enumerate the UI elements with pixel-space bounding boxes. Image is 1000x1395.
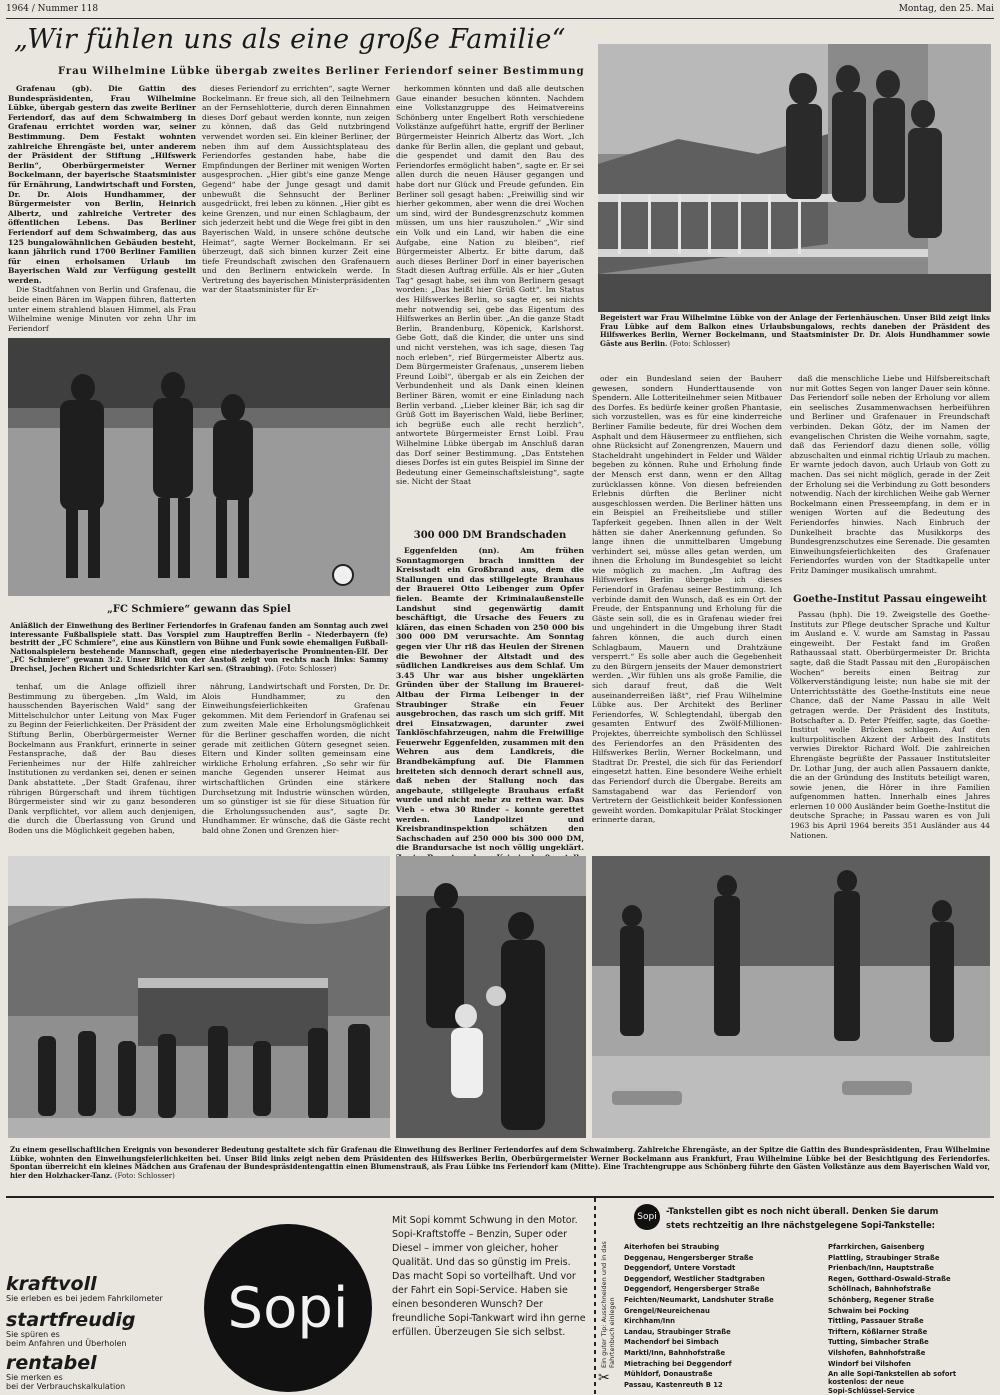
ad-sub-kraftvoll: Sie erleben es bei jedem Fahrkilometer	[6, 1294, 163, 1303]
photo-folk-dance-image	[592, 856, 990, 1138]
masthead-date: Montag, den 25. Mai	[898, 4, 994, 14]
article-paragraph: nährung, Landwirtschaft und Forsten, Dr. Dr. Alois Hundhammer, zu den Einweihungsfeierlichkeiten Grafenau gekommen. Mit dem Feriendorf in Grafenau sei zum zweiten Male eine Erholungsmöglichkeit für die Berliner geschaffen worden, die nicht gerade mit zeitlichen Gütern gesegnet seien. Eltern und Kinder sollten gemeinsam eine wirkliche Erholung erfahren. „So sehr wir für manche Gegenden unserer Heimat aus wirtschaftlichen Gründen eine stärkere Durchsetzung mit Industrie wünschen würden, um so günstiger ist sie für diese Situation für die Erholungssuchenden aus“, sagte Dr. Hundhammer. Er wünsche, daß die Gäste recht bald ohne Zonen und Grenzen hier-	[202, 682, 390, 835]
sopi-key-service	[828, 1370, 996, 1395]
goethe-headline: Goethe-Institut Passau eingeweiht	[793, 594, 987, 605]
article-paragraph: Eggenfelden (nn). Am frühen Sonntagmorgen brach inmitten der Kreisstadt ein Großbrand aus, dem die Stallungen und das stillgelegte Brauhaus der Brauerei Otto Leibenger zum Opfer fielen. Beamte der Kriminalaußenstelle Landshut sind gegenwärtig damit beschäftigt, die Ursache des Feuers zu klären, das einen Schaden von 250 000 bis 300 000 DM verursachte. Am Sonntag gegen vier Uhr riß das Heulen der Sirenen die Bewohner der Altstadt und des südlichen Landkreises aus dem Schlaf. Um 3.45 Uhr war aus bisher ungeklärten Gründen über der Stallung im Brauerei-Altbau der Firma Leibenger in der Straubinger Straße ein Feuer ausgebrochen, das rasch um sich griff. Mit drei Einsatzwagen, darunter zwei Tanklöschfahrzeugen, nahm die Freiwillige Feuerwehr Eggenfelden, zusammen mit den Wehren aus dem Landkreis, die Brandbekämpfung auf. Die Flammen breiteten sich dennoch derart schnell aus, daß neben der Stallung noch das angebaute, stillgelegte Brauhaus erfaßt wurde und nicht mehr zu retten war. Das Vieh – etwa 30 Rinder – konnte gerettet werden. Landpolizei und Kreisbrandinspektion schätzen den Sachschaden auf 250 000 bis 300 000 DM, die Brandursache ist noch völlig ungeklärt.	[396, 546, 584, 853]
station-item: Tutting, Simbacher Straße	[828, 1338, 929, 1347]
article-column-4	[592, 374, 782, 848]
station-item: Schwaim bei Pocking	[828, 1306, 909, 1315]
caption-text: Zu einem gesellschaftlichen Ereignis von besonderer Bedeutung gestaltete sich für Grafenau die Einweihung des Berliner Feriendorfes auf dem Schwaimberg. Zahlreiche Ehrengäste, an der Spitze die Gattin des Bundespräsidenten, Frau Wilhelmine Lübke, wohnten den Einweihungsfeierlichkeiten bei. Unser Bild links zeigt neben dem Präsidenten des Hilfswerkes Berlin, Oberbürgermeister Werner Bockelmann aus Frankfurt, Frau Wilhelmine Lübke bei der Besichtigung des Feriendorfes. Spontan überreicht ein kleines Mädchen aus Grafenau der Bundespräsidentengattin einen Blumenstrauß, als Frau Lübke ins Feriendorf kam (Mitte). Eine Trachtengruppe aus Schönberg führte den Gästen Volkstänze aus dem Bayerischen Wald vor, hier den Holzhacker-Tanz.	[10, 1145, 990, 1180]
station-item: Aiterhofen bei Straubing	[624, 1243, 720, 1251]
photo-guests-image	[8, 856, 390, 1138]
article-paragraph: Die Stadtfahnen von Berlin und Grafenau, die beide einen Bären im Wappen führen, flatterten unter einem strahlend blauen Himmel, als Frau Wilhelmine wenige Minuten vor zehn Uhr im Feriendorf	[8, 285, 196, 333]
article-paragraph: oder ein Bundesland seien der Bauherr gewesen, sondern Hunderttausende von Spendern. Alle Lotteriteilnehmer seien Mitbauer des Dorfes. Es bedürfe keiner großen Phantasie, sich vorzustellen, was es für eine kinderreiche Berliner Familie bedeute, für drei Wochen dem Asphalt und dem Häusermeer zu entfliehen, sich ohne Rücksicht auf Zonengrenzen, Mauern und Stacheldraht ungehindert in Felder und Wälder begeben zu können. Ruhe und Erholung finde der Mensch erst dann, wenn er den Alltag zurücklassen könne. Von diesen befreienden Erlebnis dürften die Berliner nicht ausgeschlossen werden. Die Berliner hätten uns ein Beispiel an Freiheitsliebe und stiller Tapferkeit gegeben. Ihnen allen in der Welt hätten sie daher Anerkennung gefunden. So lange ihnen die unmittelbaren Umgebung verhindert sei, müsse alles getan werden, um ihnen die Erholung im Bundesgebiet so leicht wie möglich zu machen. „Im Auftrag des Hilfswerkes Berlin übergebe ich dieses Feriendorf in Grafenau seiner Bestimmung. Ich verbinde damit den Wunsch, daß es ein Ort der Freude, der Entspannung und Erholung für die Gäste sein soll, die es in Grafenau wieder frei und ungehindert in die Umgebung ihrer Stadt fahren können, die auch durch einen Schlagbaum, Mauern und Drahtzäune versperrt.“ Es solle aber auch die Gegebenheit zu den Bürgern jenseits der Mauer demonstriert werden. „Wir fühlen uns als große Familie, die sich darauf freut, daß die Welt auseinanderreißen läßt“, rief Frau Wilhelmine Lübke aus. Der Architekt des Berliner Feriendorfes, W. Schlegtendahl, übergab den gesamten Entwurf des Zwölf-Millionen-Projektes, überreichte symbolisch den Schlüssel des Feriendorfes an den Präsidenten des Hilfswerkes Berlin, Werner Bockelmann, und Stadtrat Dr. Prestel, die sich für das Feriendorf eingesetzt hatten. Eine besondere Weihe erhielt das Feriendorf durch die Übergabe. Bereits am Samstagabend war das Feriendorf von Vertretern der Geistlichkeit beider Konfessionen geweiht worden. Domkapitular Prälat Stockinger erinnerte daran,	[592, 374, 782, 825]
station-item: Prienbach/Inn, Hauptstraße	[828, 1264, 935, 1273]
article-lead: Grafenau (gb). Die Gattin des Bundespräsidenten, Frau Wilhelmine Lübke, übergab gestern das zweite Berliner Feriendorf, das auf dem Schwaimberg in Grafenau errichtet worden war, seiner Bestimmung. Dem Festakt wohnten zahlreiche Ehrengäste bei, unter anderem der Präsident der Stiftung „Hilfswerk Berlin“, Oberbürgermeister Werner Bockelmann, der bayerische Staatsminister für Ernährung, Landwirtschaft und Forsten, Dr. Dr. Alois Hundhammer, der Bürgermeister von Berlin, Heinrich Albertz, und zahlreiche Vertreter des öffentlichen Lebens. Das Berliner Feriendorf auf dem Schwaimberg, das aus 125 bungalowähnlichen Gebäuden besteht, kann jährlich rund 1700 Berliner Familien für einen erholsamen Urlaub im Bayerischen Wald zur Verfügung gestellt werden.	[8, 84, 196, 285]
article-column-5	[790, 374, 990, 586]
ad-slogans	[6, 1274, 196, 1392]
station-item: Passau, Kastenreuth B 12	[624, 1380, 723, 1389]
photo-soccer	[8, 338, 390, 596]
station-item: Deggendorf, Untere Vorstadt	[624, 1264, 736, 1273]
key-service-line-3: Sopi-Schlüssel-Service	[828, 1386, 915, 1395]
photo-credit: (Foto: Schlosser)	[669, 339, 731, 348]
stations-header-2: stets rechtzeitig an Ihre nächstgelegene Sopi-Tankstelle:	[666, 1220, 935, 1230]
station-item: Schönberg, Regener Straße	[828, 1295, 934, 1304]
ad-sub-startfreudig-1: Sie spüren es	[6, 1329, 60, 1339]
photo-folk-dance	[592, 856, 990, 1138]
article-paragraph: daß die menschliche Liebe und Hilfsbereitschaft nur mit Gottes Segen von langer Dauer sein könne. Das Feriendorf solle neben der Erholung vor allem ein seelisches Zusammenwachsen herbeiführen und Berliner und Grafenauer in Freundschaft verbinden. Dekan Götz, der im Namen der evangelischen Christen die Weihe vornahm, sagte, daß das Feriendorf dazu dienen solle, völlig abzuschalten und einmal richtig Urlaub zu machen. Er warnte jedoch davon, auch Urlaub von Gott zu machen. Das sei nicht möglich, gerade in der Zeit der Erholung sei die Verbindung zu Gott besonders notwendig. Nach der kirchlichen Weihe gab Werner Bockelmann einen Presseempfang, in dem er in wenigen Worten auf die Bedeutung des Feriendorfes hinwies. Nach Einbruch der Dunkelheit brachte das Musikkorps des Bundesgrenzschutzes eine Serenade. Die gesamten Einweihungsfeierlichkeiten des Grafenauer Feriendorfes wurden von der Stadtkapelle unter Fritz Daminger musikalisch umrahmt.	[790, 374, 991, 575]
photo-credit: (Foto: Schlosser)	[114, 1171, 175, 1180]
station-item: Regen, Gotthard-Oswald-Straße	[828, 1274, 951, 1283]
station-item: Grengel/Neureichenau	[624, 1306, 710, 1315]
stations-list-right	[828, 1242, 996, 1369]
station-item: Triftern, Kößlarner Straße	[828, 1327, 928, 1336]
photo-balcony-caption	[600, 314, 990, 370]
article-column-3	[396, 84, 584, 528]
goethe-article	[790, 610, 990, 848]
soccer-headline: „FC Schmiere“ gewann das Spiel	[107, 604, 291, 615]
bottom-photos-caption	[10, 1146, 990, 1190]
photo-flower-girl	[396, 856, 586, 1138]
ad-word-kraftvoll: kraftvoll	[6, 1273, 97, 1295]
photo-soccer-image	[8, 338, 390, 596]
article-column-2-continued	[202, 682, 390, 848]
station-item: Deggendorf, Hengersberger Straße	[624, 1285, 760, 1294]
station-item: Plattling, Straubinger Straße	[828, 1253, 940, 1262]
station-item: Tittling, Passauer Straße	[828, 1317, 924, 1326]
fire-article	[396, 546, 584, 853]
station-item: Mietraching bei Deggendorf	[624, 1359, 732, 1368]
masthead	[6, 4, 994, 19]
fire-headline: 300 000 DM Brandschaden	[413, 530, 567, 541]
station-item: Schöllnach, Bahnhofstraße	[828, 1285, 931, 1294]
article-column-1-continued	[8, 682, 196, 848]
scissors-icon: ✂	[598, 1370, 610, 1386]
station-item: Marktl/Inn, Bahnhofstraße	[624, 1348, 726, 1357]
ad-sub-rentabel-1: Sie merken es	[6, 1372, 63, 1382]
key-service-line-1: An alle Sopi-Tankstellen ab sofort	[828, 1370, 957, 1378]
ad-sub-startfreudig-2: beim Anfahren und Überholen	[6, 1339, 127, 1348]
article-column-2	[202, 84, 390, 338]
article-paragraph: dieses Feriendorf zu errichten“, sagte Werner Bockelmann. Er freue sich, all den Teilnehmern an der Fernsehlotterie, durch deren Einnahmen dieses Dorf gebaut werden konnte, nun zeigen zu können, daß das Geld nutzbringend verwendet worden sei. Ein kleiner Berliner, der neben ihm auf dem Aussichtsplateau des Feriendorfes gestanden habe, habe die Empfindungen der Berliner mit wenigen Worten ausgesprochen. „Hier gibt's eine ganze Menge Gegend“ habe der Junge gesagt und damit unbewußt die Sehnsucht der Berliner ausgedrückt, frei leben zu können. „Hier gibt es keine Grenzen, und nur einen Schlagbaum, der sich jederzeit hebt und die Wege frei gibt in den Bayerischen Wald, in unsere schöne deutsche Heimat“, sagte Werner Bockelmann. Er sei überzeugt, daß sich binnen kurzer Zeit eine tiefe Freundschaft zwischen den Grafenauern und den Berlinern entwickeln werde. In Vertretung des bayerischen Ministerpräsidenten war der Staatsminister für Er-	[202, 84, 390, 295]
station-item: Machendorf bei Simbach	[624, 1338, 719, 1347]
ad-body-text: Mit Sopi kommt Schwung in den Motor. Sopi-Kraftstoffe – Benzin, Super oder Diesel – immer von gleicher, hoher Qualität. Und das so günstig im Preis. Das macht Sopi so vorteilhaft. Und vor der Fahrt ein Sopi-Service. Haben sie einen besonderen Wunsch? Der freundliche Sopi-Tankwart wird ihn gerne erfüllen. Überzeugen Sie sich selbst.	[392, 1215, 586, 1338]
caption-text: Anläßlich der Einweihung des Berliner Feriendorfes in Grafenau fanden am Sonntag auch zwei interessante Fußballspiele statt. Das Vorspiel zum Hauptreffen Berlin – Niederbayern (fe) bestritt der „FC Schmiere“, eine aus Künstlern von Bühne und Funk sowie ehemaligen Fußball-Nationalspielern bestehende Mannschaft, gegen eine niederbayerische Prominenten-Elf. Der „FC Schmiere“ gewann 3:2. Unser Bild von der Anstoß zeigt von rechts nach links: Sammy Drechsel, Jochen Richert und Schiedsrichter Karl sen. (Straubing).	[10, 621, 388, 673]
photo-balcony	[598, 44, 991, 312]
station-item: Pfarrkirchen, Gaisenberg	[828, 1243, 925, 1251]
station-item: Deggenau, Hengersberger Straße	[624, 1253, 754, 1262]
sopi-small-logo-text: Sopi	[637, 1212, 657, 1222]
ad-word-startfreudig: startfreudig	[6, 1308, 136, 1331]
caption-text: Begeistert war Frau Wilhelmine Lübke von der Anlage der Ferienhäuschen. Unser Bild zeigt links Frau Lübke auf dem Balkon eines Urlaubsbungalows, rechts daneben der Präsident des Hilfswerkes Berlin, Werner Bockelmann, und Staatsminister Dr. Dr. Alois Hundhammer sowie Gäste aus Berlin.	[600, 313, 990, 348]
photo-credit: (Foto: Schlosser)	[276, 664, 337, 673]
cut-line	[594, 1198, 596, 1394]
sopi-small-logo	[634, 1204, 660, 1230]
station-item: Kirchham/Inn	[624, 1317, 676, 1326]
stations-header-1: -Tankstellen gibt es noch nicht überall. Denken Sie darum	[666, 1206, 939, 1216]
sopi-advertisement	[6, 1196, 994, 1394]
stations-list-left	[624, 1242, 814, 1390]
photo-guests-walking	[8, 856, 390, 1138]
ad-word-rentabel: rentabel	[6, 1351, 97, 1374]
station-item: Landau, Straubinger Straße	[624, 1327, 731, 1336]
ad-sub-rentabel-2: bei der Verbrauchskalkulation	[6, 1382, 126, 1391]
article-column-1	[8, 84, 196, 338]
station-item: Windorf bei Vilshofen	[828, 1359, 911, 1368]
key-service-line-2: kostenlos: der neue	[828, 1378, 904, 1387]
sopi-logo-text: Sopi	[227, 1275, 349, 1341]
cutout-tip: Ein guter Tip: Ausschneiden und in das Fahrtenbuch einlegen	[600, 1241, 616, 1368]
soccer-caption	[10, 622, 388, 676]
article-paragraph: tenhaf, um die Anlage offiziell ihrer Bestimmung zu übergeben. „Im Wald, im hausschenden Bayerischen Wald“ sang der Mittelschulchor unter Leitung von Max Fuger zu Beginn der Feierlichkeiten. Der Präsident der Stiftung Berlin, Oberbürgermeister Werner Bockelmann aus Frankfurt, erinnerte in seiner Festansprache, daß der Bau dieses Ferienheimes nur der Hilfe zahlreicher Institutionen zu verdanken sei, denen er seinen Dank abstattete. „Der Stadt Grafenau, ihrer rührigen Bürgerschaft und ihrem tüchtigen Bürgermeister sind wir zu ganz besonderen Dank verpflichtet, vor allem auch denjenigen, die durch die Überlassung von Grund und Boden uns die Möglichkeit gegeben haben,	[8, 682, 196, 835]
station-item: Vilshofen, Bahnhofstraße	[828, 1348, 926, 1357]
headline: „Wir fühlen uns als eine große Familie“	[14, 24, 566, 55]
station-item: Deggendorf, Westlicher Stadtgraben	[624, 1274, 765, 1283]
photo-flower-girl-image	[396, 856, 586, 1138]
photo-balcony-image	[598, 44, 991, 312]
subhead: Frau Wilhelmine Lübke übergab zweites Berliner Feriendorf seiner Bestimmung	[58, 66, 585, 77]
article-paragraph: Passau (hph). Die 19. Zweigstelle des Goethe-Instituts zur Pflege deutscher Sprache und Kultur im Ausland e. V. wurde am Samstag in Passau eingeweiht. Der Festakt fand im Großen Rathaussaal statt. Oberbürgermeister Dr. Brichta sagte, daß die Stadt Passau mit den „Europäischen Wochen“ bereits einen Beitrag zur Völkerverständigung leiste; nun habe sie mit der Unterrichtsstätte des Goethe-Instituts eine neue Chance, daß der Name Passau in alle Welt getragen werde. Der Präsident des Instituts, Botschafter a. D. Peter Pfeiffer, sagte, das Goethe-Institut wolle Brücken schlagen. Auf den kulturpolitischen Akzent der Arbeit des Instituts verwies Direktor Richard Wolf. Die zahlreichen Ehrengäste begrüßte der Passauer Institutsleiter Dr. Lothar Jung, der auch allen Passauern dankte, die an der Gründung des Instituts beteiligt waren, sowie jenen, die Hörer in ihre Familien aufgenommen hatten. Innerhalb eines Jahres erlernen 10 000 Ausländer beim Goethe-Institut die deutsche Sprache; in Passau waren es von Juli 1963 bis April 1964 bereits 351 Ausländer aus 44 Nationen.	[790, 610, 990, 840]
article-paragraph: herkommen könnten und daß alle deutschen Gaue einander besuchen könnten. Nachdem eine Volkstanzgruppe des Heimatvereins Schönberg unter Engelbert Roth verschiedene Volkstänze aufgeführt hatte, ergriff der Berliner Bürgermeister Heinrich Albertz das Wort. „Ich danke für Berlin allen, die geplant und gebaut, die gespendet und damit den Bau des Feriendorfes ermöglicht haben“, sagte er. Er sei allen durch die neuen Häuser gegangen und habe dort nur Glück und Freude gefunden. Ein Berliner soll gesagt haben: „Freiwillig sind wir hierher gekommen, aber wenn die drei Wochen um sind, wird der Bundesgrenzschutz kommen müssen, um uns hier rauszuholen.“ „Wir sind ein Volk und ein Land, wir haben die eine Aufgabe, eine Nation zu bleiben“, rief Bürgermeister Albertz. Er bitte darum, daß auch dieses Berliner Dorf in einer bayerischen Stadt diesen Auftrag erfülle. Als er hier „Guten Tag“ gesagt habe, sei ihm von Berlinern gesagt worden: „Das heißt hier Grüß Gott“. Im Status des Hilfswerkes Berlin, so sagte er, sei nichts mehr notwendig sei, gebe das Eigentum des Hilfswerkes an Berlin über. „An die ganze Stadt Berlin, Brandenburg, Köpenick, Karlshorst. Gebe Gott, daß die Kinder, die unter uns sind und nicht verstehen, was ich sage, diesen Tag noch erleben“, rief Bürgermeister Albertz aus. Dem Bürgermeister Grafenaus, „unserem lieben Freund Loibl“, übergab er als ein Zeichen der Verbundenheit und als Dank einen kleinen Berliner Bären, womit er eine Einladung nach Berlin verband. „Lieber kleiner Bär, ich sag dir Grüß Gott im Bayerischen Wald, liebe Berliner, ich begrüße euch alle recht herzlich“, antwortete Bürgermeister Ernst Loibl. Frau Wilhelmine Lübke übergab im Anschluß daran das Dorf seiner Bestimmung. „Das Entstehen dieses Dorfes ist ein gutes Beispiel im Sinne der Bedeutung einer Gemeinschaftsleistung“, sagte sie. Nicht der Staat	[396, 84, 584, 487]
station-item: Mühldorf, Donaustraße	[624, 1370, 713, 1379]
sopi-logo	[204, 1224, 372, 1392]
masthead-issue: 1964 / Nummer 118	[6, 4, 99, 14]
station-item: Feichten/Neumarkt, Landshuter Straße	[624, 1295, 774, 1304]
